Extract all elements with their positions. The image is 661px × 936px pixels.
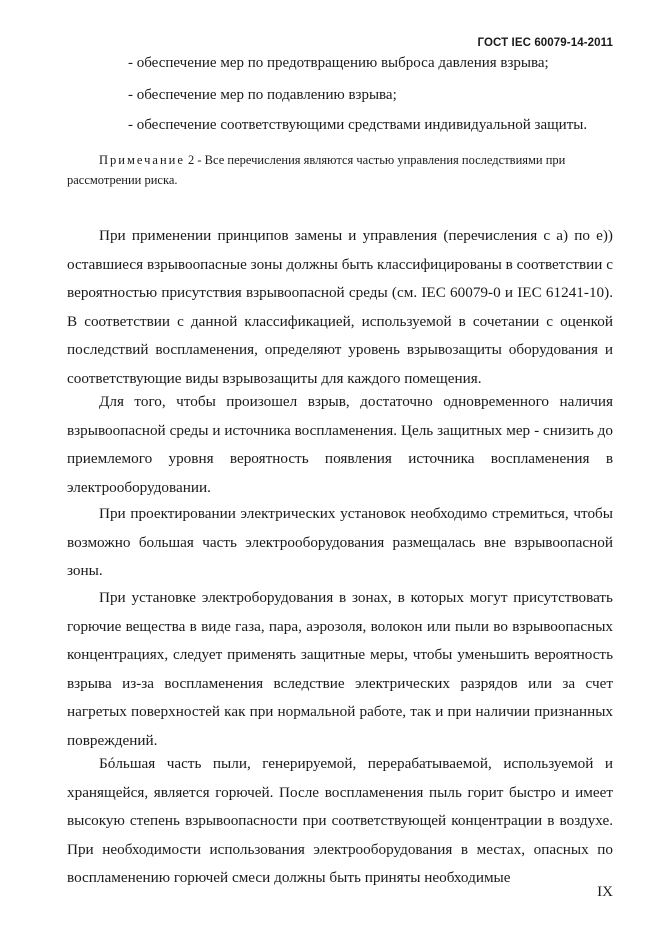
list-item: - обеспечение соответствующими средствами индивидуальной защиты.	[128, 117, 588, 133]
note-label: Примечание	[99, 153, 185, 167]
document-header: ГОСТ IEC 60079-14-2011	[477, 37, 613, 49]
note-text: 2 - Все перечисления являются частью управления последствиями при рассмотрении риска.	[67, 153, 566, 187]
paragraph: При применении принципов замены и управления (перечисления с а) по е)) оставшиеся взрывоопасные зоны должны быть классифицированы в соответствии с вероятностью присутствия взрывоопасной среды (см. IEC 60079-0 и IEC 61241-10). В соответствии с данной классификацией, используемой в сочетании с оценкой последствий воспламенения, определяют уровень взрывозащиты оборудования и соответствующие виды взрывозащиты для каждого помещения.	[67, 227, 613, 387]
list-item: - обеспечение мер по подавлению взрыва;	[128, 87, 397, 103]
list-item: - обеспечение мер по предотвращению выброса давления взрыва;	[128, 55, 549, 71]
paragraph: Бóльшая часть пыли, генерируемой, перерабатываемой, используемой и хранящейся, является горючей. После воспламенения пыль горит быстро и имеет высокую степень взрывоопасности при соответствующей концентрации в воздухе. При необходимости использования электрооборудования в местах, опасных по воспламенению горючей смеси должны быть приняты необходимые	[67, 755, 613, 887]
paragraph: При проектировании электрических установок необходимо стремиться, чтобы возможно большая часть электрооборудования размещалась вне взрывоопасной зоны.	[67, 505, 613, 580]
paragraph: Для того, чтобы произошел взрыв, достаточно одновременного наличия взрывоопасной среды и источника воспламенения. Цель защитных мер - снизить до приемлемого уровня вероятность появления источника воспламенения в электрооборудовании.	[67, 393, 613, 496]
page-number: IX	[597, 884, 613, 900]
paragraph: При установке электроборудования в зонах, в которых могут присутствовать горючие вещества в виде газа, пара, аэрозоля, волокон или пыли во взрывоопасных концентрациях, следует применять защитные меры, чтобы уменьшить вероятность взрыва из-за воспламенения вследствие электрических разрядов или за счет нагретых поверхностей как при нормальной работе, так и при наличии признанных повреждений.	[67, 589, 613, 749]
note	[67, 150, 613, 190]
